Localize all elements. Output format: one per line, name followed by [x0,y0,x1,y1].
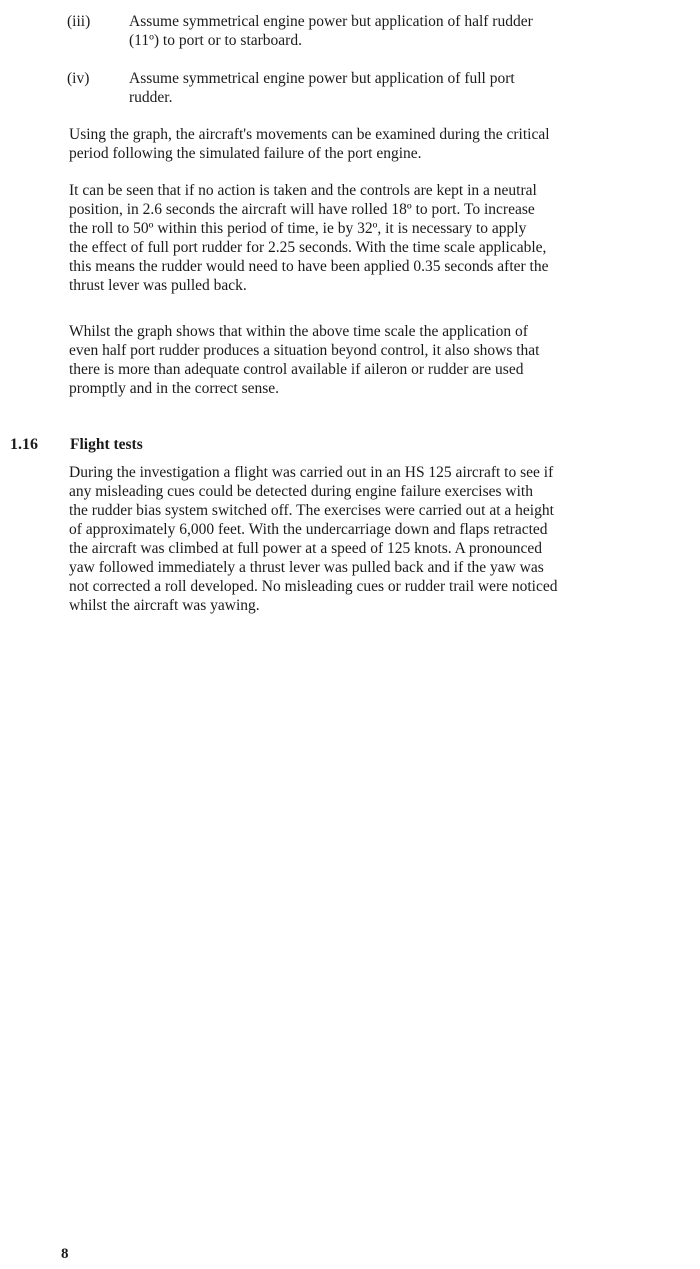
section-title: Flight tests [70,436,143,453]
paragraph-graph-usage: Using the graph, the aircraft's movements can be examined during the critical period following the simulated failure of the port engine. [69,126,550,162]
list-text-iv: Assume symmetrical engine power but application of full port rudder. [129,70,515,106]
list-marker-iii: (iii) [67,13,91,30]
page-number: 8 [61,1246,69,1262]
section-number: 1.16 [10,436,38,453]
list-marker-iv: (iv) [67,70,90,87]
paragraph-flight-tests: During the investigation a flight was carried out in an HS 125 aircraft to see if any misleading cues could be detected during engine failure exercises with the rudder bias system switched off. The exercises were carried out at a height of approximately 6,000 feet. With the undercarriage down and flaps retracted the aircraft was climbed at full power at a speed of 125 knots. A pronounced yaw followed immediately a thrust lever was pulled back and if the yaw was not corrected a roll developed. No misleading cues or rudder trail were noticed whilst the aircraft was yawing. [69,464,558,614]
paragraph-control-summary: Whilst the graph shows that within the above time scale the application of even half port rudder produces a situation beyond control, it also shows that there is more than adequate control available if aileron or rudder are used promptly and in the correct sense. [69,323,540,397]
paragraph-roll-analysis: It can be seen that if no action is taken and the controls are kept in a neutral position, in 2.6 seconds the aircraft will have rolled 18º to port. To increase the roll to 50º within this period of time, ie by 32º, it is necessary to apply the effect of full port rudder for 2.25 seconds. With the time scale applicable, this means the rudder would need to have been applied 0.35 seconds after the thrust lever was pulled back. [69,182,549,294]
list-text-iii: Assume symmetrical engine power but application of half rudder (11º) to port or to starboard. [129,13,533,49]
